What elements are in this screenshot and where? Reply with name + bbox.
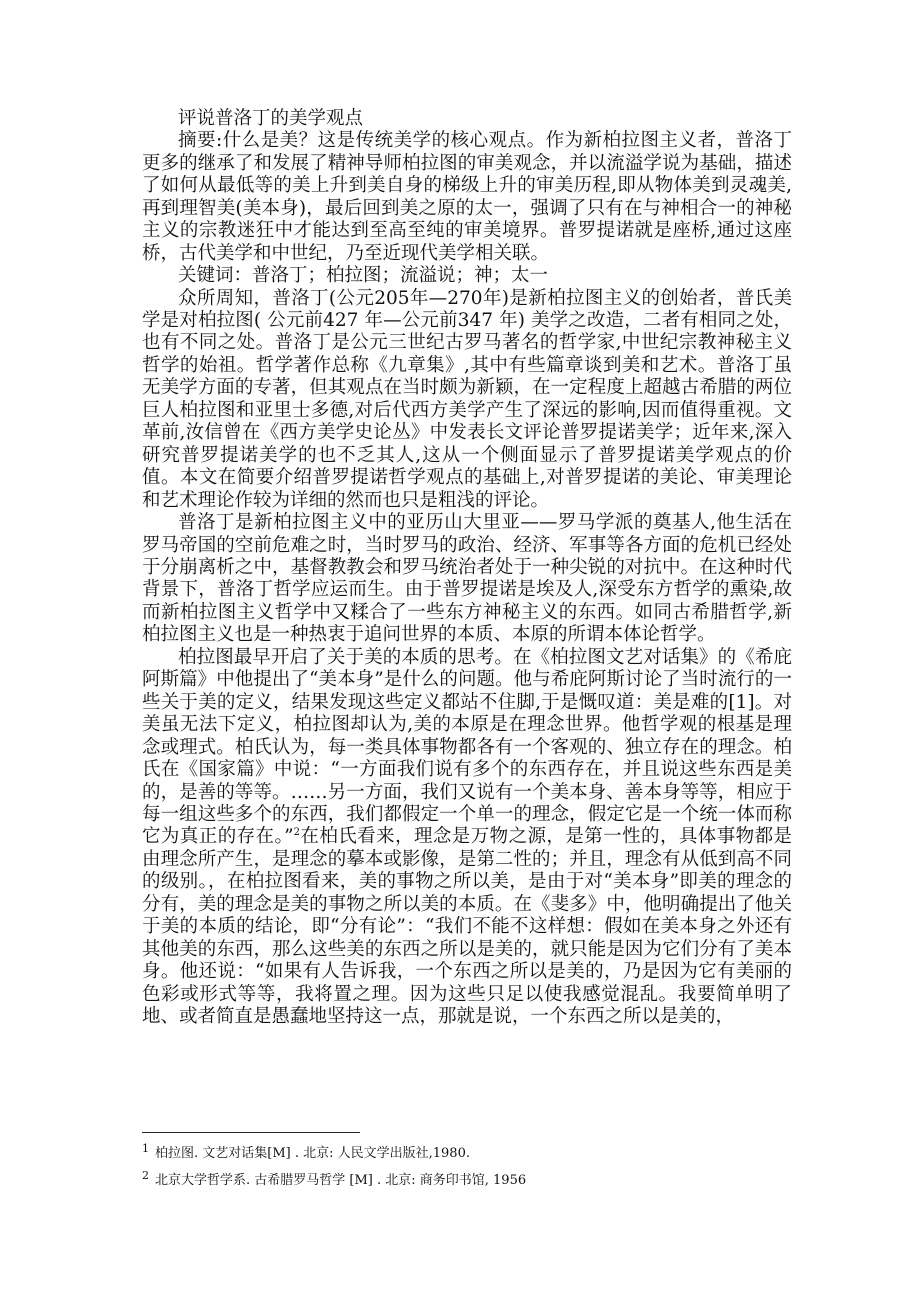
body-paragraph-2: 普洛丁是新柏拉图主义中的亚历山大里亚——罗马学派的奠基人,他生活在罗马帝国的空前危难之时，当时罗马的政治、经济、军事等各方面的危机已经处于分崩离析之中，基督教教会和罗马统治者处于一种尖锐的对抗中。在这种时代背景下，普洛丁哲学应运而生。由于普罗提诺是埃及人,深受东方哲学的熏染,故而新柏拉图主义哲学中又糅合了一些东方神秘主义的东西。如同古希腊哲学,新柏拉图主义也是一种热衷于追问世界的本质、本原的所谓本体论哲学。 [142, 512, 792, 646]
footnote-ref-1[interactable]: 1 [735, 691, 748, 713]
footnote-1-text: 柏拉图. 文艺对话集[M] . 北京: 人民文学出版社,1980. [155, 1146, 470, 1161]
body-paragraph-3 [142, 647, 792, 1029]
footnotes-section [142, 1141, 792, 1200]
paragraph-3-text-b: ]。对美虽无法下定义，柏拉图却认为,美的本原是在理念世界。他哲学观的根基是理念或理式。柏氏认为，每一类具体事物都各有一个客观的、独立存在的理念。柏氏在《国家篇》中说：“一方面我们说有多个的东西存在，并且说这些东西是美的，是善的等等。……另一方面，我们又说有一个美本身、善本身等等，相应于每一组这些多个的东西，我们都假定一个单一的理念，假定它是一个统一体而称它为真正的存在。” [142, 691, 792, 848]
abstract-label: 摘要: [178, 130, 223, 152]
footnote-2 [142, 1168, 792, 1189]
keywords-paragraph [142, 265, 792, 287]
abstract-text: 什么是美？这是传统美学的核心观点。作为新柏拉图主义者，普洛丁更多的继承了和发展了精神导师柏拉图的审美观念，并以流溢学说为基础，描述了如何从最低等的美上升到美自身的梯级上升的审美历程,即从物体美到灵魂美,再到理智美(美本身)，最后回到美之原的太一，强调了只有在与神相合一的神秘主义的宗教迷狂中才能达到至高至纯的审美境界。普罗提诺就是座桥,通过这座桥，古代美学和中世纪，乃至近现代美学相关联。 [142, 130, 792, 264]
footnote-1 [142, 1141, 792, 1162]
footnote-ref-2[interactable]: 2 [293, 827, 300, 839]
keywords-text: 普洛丁；柏拉图；流溢说；神；太一 [252, 265, 549, 287]
abstract-paragraph [142, 130, 792, 265]
footnote-2-number: 2 [142, 1168, 149, 1182]
document-body [142, 108, 792, 1029]
paragraph-3-text-a: 柏拉图最早开启了关于美的本质的思考。在《柏拉图文艺对话集》的《希庇阿斯篇》中他提出了“美本身”是什么的问题。他与希庇阿斯讨论了当时流行的一些关于美的定义，结果发现这些定义都站不住脚,于是慨叹道：美是难的[ [142, 646, 792, 713]
footnote-2-text: 北京大学哲学系. 古希腊罗马哲学 [M] . 北京: 商务印书馆, 1956 [155, 1173, 527, 1188]
keywords-label: 关键词： [178, 265, 253, 287]
document-title: 评说普洛丁的美学观点 [178, 108, 364, 129]
paragraph-3-text-c: 在柏氏看来，理念是万物之源，是第一性的，具体事物都是由理念所产生，是理念的摹本或影像，是第二性的；并且，理念有从低到高不同的级别。，在柏拉图看来，美的事物之所以美，是由于对“美本身”即美的理念的分有，美的理念是美的事物之所以美的本质。在《斐多》中，他明确提出了他关于美的本质的结论，即“分有论”：“我们不能不这样想：假如在美本身之外还有其他美的东西，那么这些美的东西之所以是美的，就只能是因为它们分有了美本身。他还说：“如果有人告诉我，一个东西之所以是美的，乃是因为它有美丽的色彩或形式等等，我将置之理。因为这些只足以使我感觉混乱。我要简单明了地、或者简直是愚蠢地坚持这一点，那就是说，一个东西之所以是美的， [142, 826, 792, 1028]
footnote-divider [142, 1132, 360, 1133]
body-paragraph-1: 众所周知，普洛丁(公元205年—270年)是新柏拉图主义的创始者，普氏美学是对柏拉图( 公元前427 年—公元前347 年) 美学之改造，二者有相同之处，也有不同之处。普洛丁是公元三世纪古罗马著名的哲学家,中世纪宗教神秘主义哲学的始祖。哲学著作总称《九章集》,其中有些篇章谈到美和艺术。普洛丁虽无美学方面的专著，但其观点在当时颇为新颖，在一定程度上超越古希腊的两位巨人柏拉图和亚里士多德,对后代西方美学产生了深远的影响,因而值得重视。文革前,汝信曾在《西方美学史论丛》中发表长文评论普罗提诺美学；近年来,深入研究普罗提诺美学的也不乏其人,这从一个侧面显示了普罗提诺美学观点的价值。本文在简要介绍普罗提诺哲学观点的基础上,对普罗提诺的美论、审美理论和艺术理论作较为详细的然而也只是粗浅的评论。 [142, 287, 792, 511]
footnote-1-number: 1 [142, 1141, 149, 1155]
